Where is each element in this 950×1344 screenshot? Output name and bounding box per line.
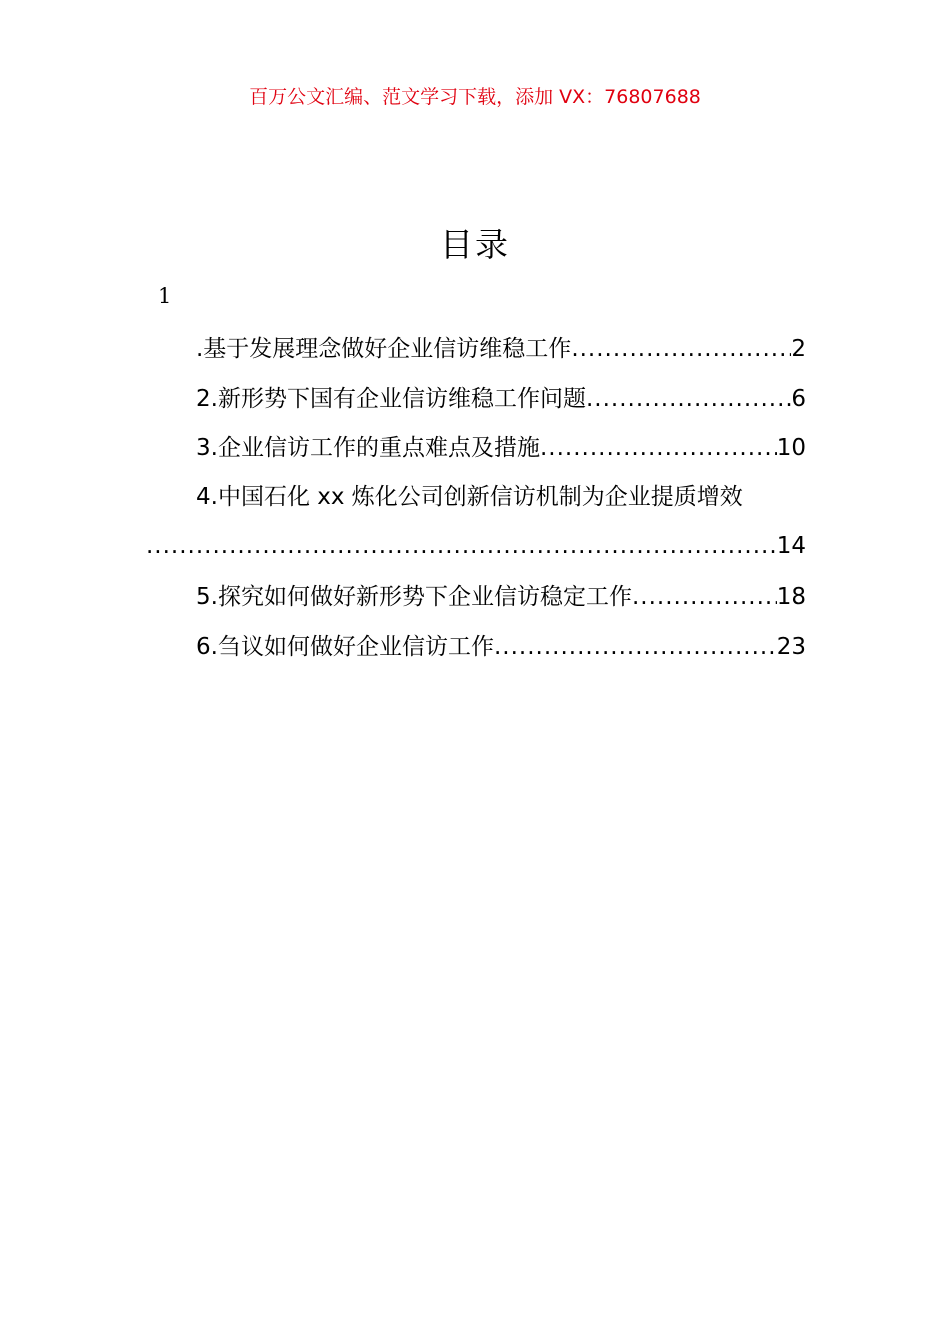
toc-entry-4-continuation[interactable] bbox=[146, 527, 806, 563]
toc-entry-title: 5.探究如何做好新形势下企业信访稳定工作 bbox=[196, 584, 632, 610]
toc-leader bbox=[571, 332, 791, 366]
toc-entry-title: 4.中国石化 xx 炼化公司创新信访机制为企业提质增效 bbox=[196, 484, 743, 510]
toc-entry-1[interactable] bbox=[146, 330, 806, 366]
toc-page-number: 6 bbox=[791, 386, 806, 412]
toc-leader bbox=[632, 580, 777, 614]
toc-leader bbox=[494, 630, 777, 664]
toc-entry-title: .基于发展理念做好企业信访维稳工作 bbox=[196, 336, 572, 362]
toc-entry-2[interactable] bbox=[146, 380, 806, 416]
toc-entry-title: 2.新形势下国有企业信访维稳工作问题 bbox=[196, 386, 586, 412]
toc-leader bbox=[146, 529, 777, 563]
toc-page-number: 14 bbox=[776, 533, 806, 559]
toc-entry-3[interactable] bbox=[146, 429, 806, 465]
toc-entry-6[interactable] bbox=[146, 628, 806, 664]
toc-leader bbox=[586, 382, 791, 416]
table-of-contents bbox=[146, 0, 806, 700]
toc-entry-4[interactable] bbox=[146, 478, 806, 514]
toc-page-number: 23 bbox=[776, 634, 806, 660]
toc-leader bbox=[540, 431, 777, 465]
toc-entry-5[interactable] bbox=[146, 578, 806, 614]
toc-entry-title: 3.企业信访工作的重点难点及措施 bbox=[196, 435, 540, 461]
toc-page-number: 18 bbox=[776, 584, 806, 610]
toc-page-number: 2 bbox=[791, 336, 806, 362]
toc-page-number: 10 bbox=[776, 435, 806, 461]
header-banner: 百万公文汇编、范文学习下载，添加 VX：76807688 bbox=[249, 86, 701, 108]
toc-entry-title: 6.刍议如何做好企业信访工作 bbox=[196, 634, 494, 660]
page-title: 目录 bbox=[440, 225, 510, 264]
stray-number: 1 bbox=[158, 284, 172, 308]
